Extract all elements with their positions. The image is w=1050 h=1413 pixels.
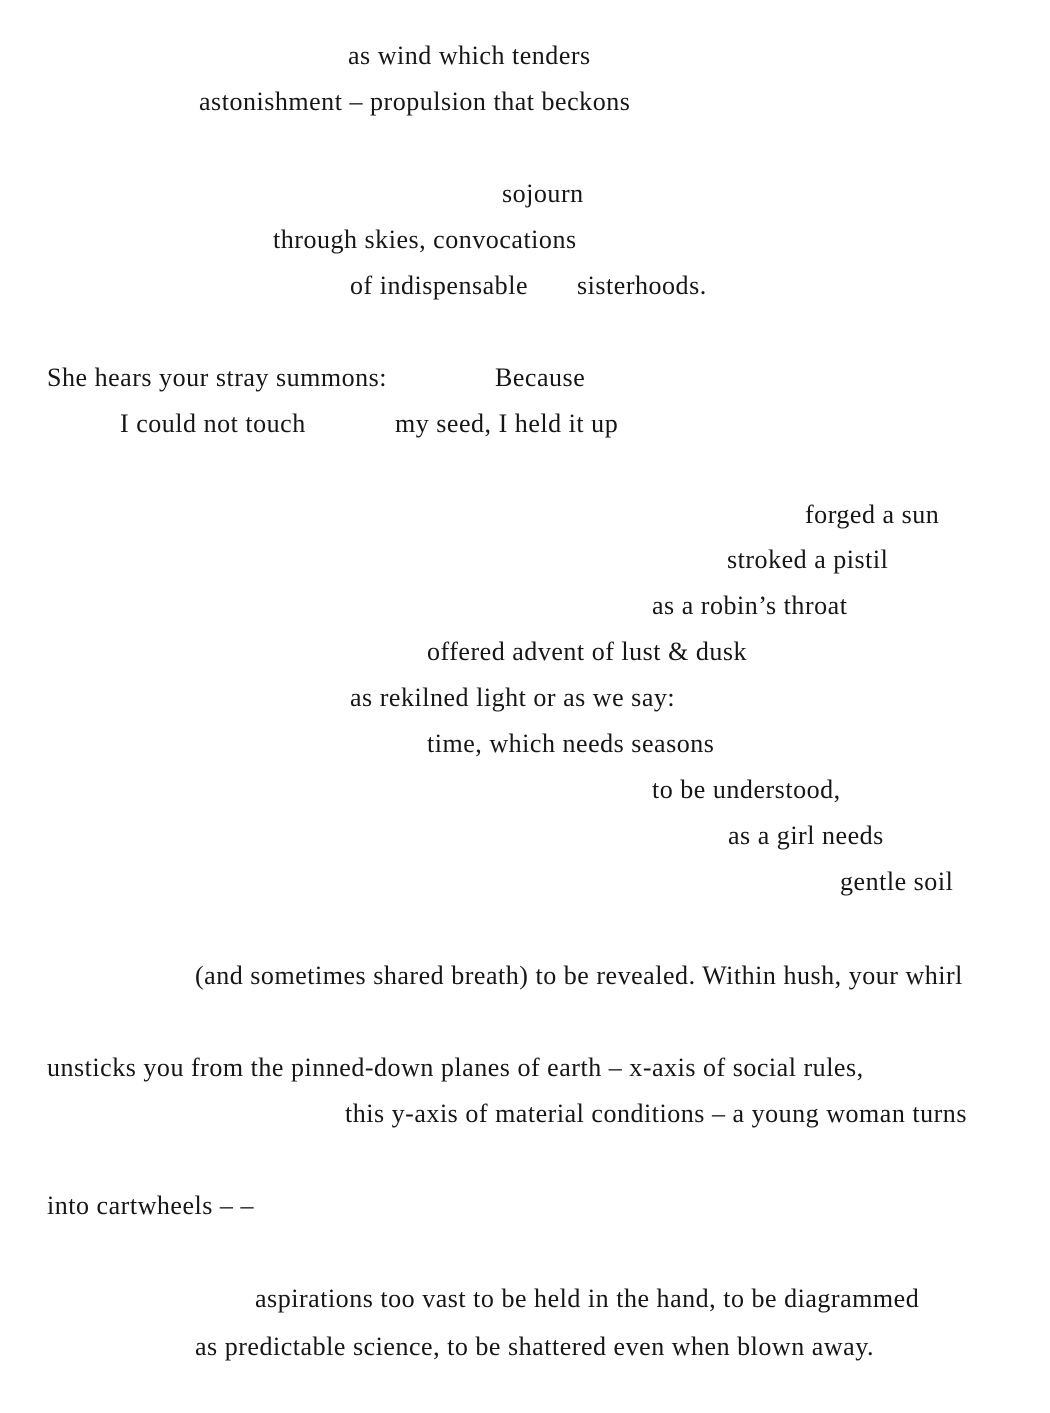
poem-line: astonishment – propulsion that beckons <box>199 87 631 116</box>
poem-line: as a girl needs <box>728 821 884 850</box>
poem-line: sojourn <box>502 179 584 208</box>
poem-line: as a robin’s throat <box>652 591 848 620</box>
poem-line: offered advent of lust & dusk <box>427 637 748 666</box>
poem-line: to be understood, <box>652 775 841 804</box>
poem-line-segment: of indispensable <box>350 271 529 300</box>
poem-line-segment: I could not touch <box>120 409 306 438</box>
poem-line: as wind which tenders <box>348 41 591 70</box>
poem-line: as rekilned light or as we say: <box>350 683 676 712</box>
poem-line: gentle soil <box>840 867 954 896</box>
poem-line-segment: Because <box>495 363 586 392</box>
poem-line: unsticks you from the pinned-down planes of earth – x-axis of social rules, <box>47 1053 864 1082</box>
poem-line: (and sometimes shared breath) to be revealed. Within hush, your whirl <box>195 961 963 990</box>
poem-line-segment: She hears your stray summons: <box>47 363 388 392</box>
poem-line: aspirations too vast to be held in the hand, to be diagrammed <box>255 1284 920 1313</box>
poem-line: this y-axis of material conditions – a young woman turns <box>345 1099 967 1128</box>
poem-line: forged a sun <box>805 500 940 529</box>
poem-line: into cartwheels – – <box>47 1191 254 1220</box>
poem-line-segment: my seed, I held it up <box>395 409 619 438</box>
poem-line: time, which needs seasons <box>427 729 715 758</box>
poem-line-segment: sisterhoods. <box>577 271 707 300</box>
poem-line: stroked a pistil <box>727 545 889 574</box>
poem-line: through skies, convocations <box>273 225 577 254</box>
poem-line: as predictable science, to be shattered even when blown away. <box>195 1332 875 1361</box>
